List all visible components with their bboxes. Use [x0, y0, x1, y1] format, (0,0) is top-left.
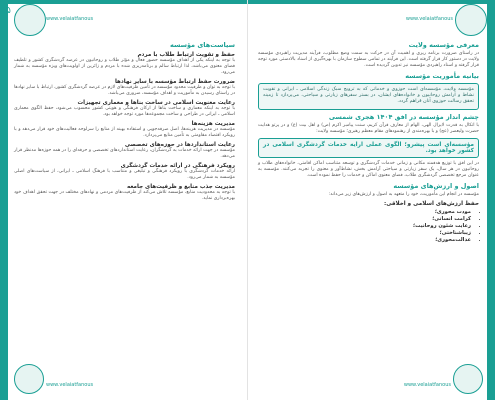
mission-heading: بیانیه مأموریت مؤسسه — [405, 72, 479, 80]
mission-callout — [258, 83, 479, 110]
item-text: با توجه به توان و ظرفیت محدود مؤسسه در تأمین ظرفیت‌های لازم در عرصه گردشگری کشور، ارتباط با سایر نهادها در راستای رسیدن به مأموریت و اهداف مؤسسه، ضروری می‌باشد. — [14, 85, 235, 96]
vision-callout-text: مؤسسه‌ای است پیشرو؛ الگوی عملی ارایه خدمات گردشگری اسلامی در کشور خواهد بود. — [263, 141, 474, 154]
list-item: • زیباشناختی؛ — [258, 230, 471, 237]
values-list-title: حفظ ارزش‌های اسلامی و اخلاقی: — [383, 200, 479, 207]
side-band — [487, 0, 495, 400]
list-item: • عدالت‌محوری؛ — [258, 237, 471, 244]
list-item: • رعایت شئون روحانیت؛ — [258, 223, 471, 230]
vision-text: با اتکال به قدرت لایزال الهی، الهام از معارف قرآن کریم، سنت پیامبر اکرم (ص) و اهل بیت (ع) و در پرتو هدایت حضرت ولیعصر (عج) و با بهره‌مندی از رهنمودهای مقام معظم رهبری؛ مؤسسه ولایت: — [258, 122, 479, 134]
item-text: با توجه به اینکه معماری و ساخت بناها از ارکان فرهنگی و هویتی کشور محسوب می‌شود، حفظ الگوی معماری اسلامی ـ ایرانی در طراحی و ساخت مجموعه‌ها مورد توجه خواهد بود. — [14, 106, 235, 117]
list-item: • مودت محوری؛ — [258, 209, 471, 216]
item-title: مدیریت جذب منابع و ظرفیت‌های جامعه — [126, 184, 235, 190]
left-content — [14, 38, 235, 364]
top-strip — [0, 0, 247, 4]
item-title: مدیریت هزینه‌ها — [191, 121, 235, 127]
item-text: با توجه به اینکه یکی از اهداف مؤسسه حضور فعال و مؤثر طلاب و روحانیون در عرصه گردشگری کشور و تلطیف فضای معنوی می‌باشد، لذا ارتباط سالم و برنامه‌ریزی شده با مردم و زائرین از اولویت‌های ویژه مؤسسه به شمار می‌رود. — [14, 58, 235, 75]
item-title: رعایت استانداردها در حوزه‌های تخصصی — [124, 142, 235, 148]
vision-callout — [258, 138, 479, 158]
right-content — [258, 38, 479, 364]
side-band — [0, 0, 8, 400]
logo-icon — [455, 4, 487, 36]
top-strip — [248, 0, 495, 4]
item-title: رعایت معنویت اسلامی در ساخت بناها و معماری تجهیزات — [77, 100, 235, 106]
values-heading: اصول و ارزش‌های مؤسسه — [393, 181, 479, 190]
list-item: • کرامت انسانی؛ — [258, 216, 471, 223]
intro-heading: معرفی مؤسسه ولایت — [408, 41, 479, 49]
item-title: ضرورت حفظ ارتباط مؤسسه با سایر نهادها — [114, 79, 235, 85]
bottom-url: www.velaiatfanous — [46, 382, 94, 388]
item-text: مؤسسه در جهت ارائه خدمات به گردشگران، رعایت استانداردهای تخصصی و حرفه‌ای را در همه حوزه‌ها مدنظر قرار می‌دهد. — [14, 148, 235, 159]
item-text: مؤسسه در مدیریت هزینه‌ها، اصل صرفه‌جویی و استفاده بهینه از منابع را سرلوحه فعالیت‌های خود قرار می‌دهد و با رویکرد اقتصاد مقاومتی به تأمین منابع می‌پردازد. — [14, 127, 235, 138]
site-url: www.velaiatfanous — [405, 16, 453, 22]
intro-text: در راستای ضرورت برنامه ریزی و اهمیت آن در حرکت به سمت وضع مطلوب، فرآیند مدیریت راهبردی مؤسسه ولایت در دستور کار قرار گرفته است. این فرآیند در تمامی سطوح سازمان با بهره‌گیری از اسناد بالادستی مورد توجه قرار گرفته و اسناد راهبردی مؤسسه نیز تدوین گردیده است. — [258, 51, 479, 68]
bottom-logo-icon — [14, 364, 44, 394]
section-heading: سیاست‌های مؤسسه — [170, 41, 235, 49]
item-title: رویکرد فرهنگی در ارائه خدمات گردشگری — [120, 163, 235, 169]
right-page — [248, 0, 495, 400]
mission-text: مؤسسه ولایت، مؤسسه‌ای است حوزوی و خدماتی که به ترویج سبک زندگی اسلامی ـ ایرانی و تقویت نشاط و آرامش روحانیون و خانواده‌های ایشان، در بستر سفرهای زیارتی و سیاحتی، می‌پردازد تا زمینه تحقق رسالت حوزوی آنان فراهم گردد. — [263, 87, 474, 105]
site-url: www.velaiatfanous — [46, 16, 94, 22]
page-number: ۵ — [6, 6, 11, 16]
bottom-url: www.velaiatfanous — [403, 382, 451, 388]
logo-icon — [14, 4, 46, 36]
bottom-logo-icon — [453, 364, 483, 394]
values-list — [258, 209, 479, 244]
item-title: حفظ و تقویت ارتباط طلاب با مردم — [137, 52, 235, 58]
values-intro: مؤسسه در انجام این مأموریت، خود را متعهد به اصول و ارزش‌های زیر می‌داند: — [328, 191, 479, 197]
item-text: با توجه به محدودیت منابع، مؤسسه تلاش می‌کند از ظرفیت‌های مردمی و نهادهای مختلف در جهت تحقق اهداف خود بهره‌برداری نماید. — [14, 190, 235, 201]
item-text: ارائه خدمات گردشگری با رویکرد فرهنگی و تبلیغی و متناسب با فرهنگ اسلامی ـ ایرانی، از سیاست‌های اصلی مؤسسه به شمار می‌رود. — [14, 169, 235, 180]
vision-heading: چشم انداز مؤسسه در افق ۱۴۰۴ هجری شمسی — [328, 112, 479, 121]
goals-text: در این افق با توزیع هدفمند مکانی و زمانی خدمات گردشگری و توسعه متناسب اماکن اقامتی، خانواده‌های طلاب و روحانیون در هر سال، یک سفر زیارتی و سیاحتی آرامش بخش، نشاط‌آور و معنوی را تجربه می‌کنند. مؤسسه به عنوان مرجع تخصصی گردشگری طلاب، فضای معنوی اماکن و خدمات را حفظ نموده است. — [258, 160, 479, 178]
